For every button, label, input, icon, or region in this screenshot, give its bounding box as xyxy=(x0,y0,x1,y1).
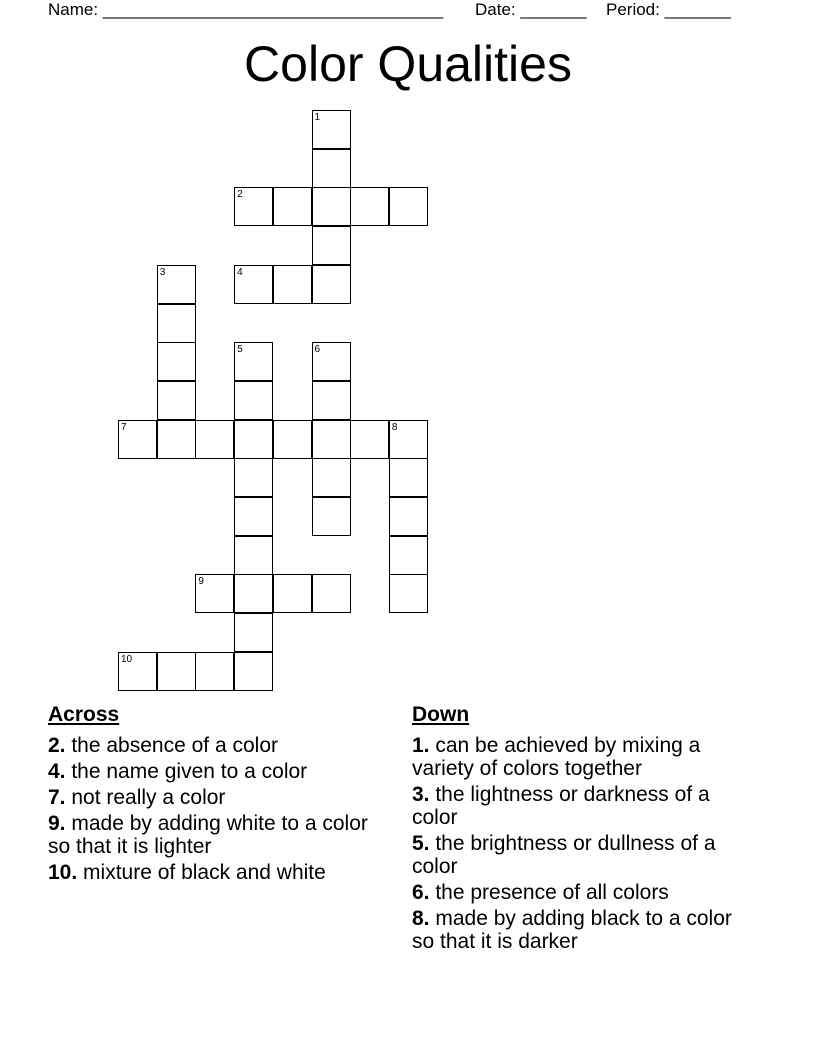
clue-item xyxy=(48,760,388,783)
crossword-cell[interactable] xyxy=(195,420,234,459)
clue-item-text: the brightness or dullness of a color xyxy=(412,832,716,878)
crossword-cell[interactable] xyxy=(234,574,273,613)
clue-item-number: 9. xyxy=(48,812,66,835)
period-field[interactable]: Period: _______ xyxy=(606,0,731,19)
date-field[interactable]: Date: _______ xyxy=(475,0,587,19)
down-heading: Down xyxy=(412,703,470,726)
clue-item xyxy=(412,907,752,953)
clue-number: 2 xyxy=(237,189,243,201)
crossword-cell[interactable] xyxy=(234,420,273,459)
crossword-cell[interactable] xyxy=(118,652,157,691)
clue-number: 6 xyxy=(314,344,321,356)
clue-number: 8 xyxy=(391,421,398,433)
crossword-cell[interactable] xyxy=(118,420,157,459)
crossword-cell[interactable] xyxy=(234,342,273,381)
crossword-cell[interactable] xyxy=(312,149,351,188)
crossword-cell[interactable] xyxy=(157,420,196,459)
clue-item xyxy=(412,783,752,829)
crossword-cell[interactable] xyxy=(234,613,273,652)
crossword-cell[interactable] xyxy=(312,265,351,304)
clue-number: 7 xyxy=(121,421,127,433)
across-heading: Across xyxy=(48,703,120,726)
clue-item xyxy=(412,881,752,904)
clue-item-text: mixture of black and white xyxy=(77,861,326,884)
crossword-cell[interactable] xyxy=(234,381,273,420)
crossword-cell[interactable] xyxy=(389,574,428,613)
down-clues xyxy=(412,702,752,956)
crossword-cell[interactable] xyxy=(273,265,312,304)
clue-item-number: 10. xyxy=(48,861,78,884)
name-field[interactable]: Name: ____________________________________ xyxy=(48,0,444,19)
crossword-cell[interactable] xyxy=(389,187,428,226)
crossword-cell[interactable] xyxy=(350,187,389,226)
clue-item xyxy=(412,832,752,878)
crossword-cell[interactable] xyxy=(389,458,428,497)
clue-item-text: made by adding white to a color so that it is lighter xyxy=(48,812,368,858)
clue-item-number: 6. xyxy=(412,881,430,904)
clue-item-number: 1. xyxy=(412,734,430,757)
clue-item-number: 8. xyxy=(412,907,430,930)
crossword-cell[interactable] xyxy=(157,304,196,343)
crossword-cell[interactable] xyxy=(312,381,351,420)
crossword-cell[interactable] xyxy=(389,420,428,459)
clue-item-number: 5. xyxy=(412,832,430,855)
crossword-cell[interactable] xyxy=(234,458,273,497)
crossword-cell[interactable] xyxy=(312,187,351,226)
clue-number: 10 xyxy=(121,653,133,665)
clue-item xyxy=(48,812,388,858)
clue-item xyxy=(48,786,388,809)
clue-number: 1 xyxy=(314,112,321,123)
crossword-cell[interactable] xyxy=(312,497,351,536)
clue-number: 5 xyxy=(237,344,243,356)
crossword-cell[interactable] xyxy=(234,187,273,226)
clue-item-text: the absence of a color xyxy=(65,734,278,757)
crossword-cell[interactable] xyxy=(157,342,196,381)
across-clues xyxy=(48,702,388,887)
down-clue-list xyxy=(412,734,752,953)
crossword-cell[interactable] xyxy=(273,574,312,613)
clue-item-number: 4. xyxy=(48,760,66,783)
crossword-cell[interactable] xyxy=(312,420,351,459)
crossword-cell[interactable] xyxy=(312,342,351,381)
crossword-cell[interactable] xyxy=(234,652,273,691)
clue-item-number: 3. xyxy=(412,783,430,806)
clue-item-text: not really a color xyxy=(65,786,226,809)
crossword-cell[interactable] xyxy=(312,458,351,497)
crossword-cell[interactable] xyxy=(273,420,312,459)
clue-item-text: can be achieved by mixing a variety of colors together xyxy=(412,734,701,780)
crossword-cell[interactable] xyxy=(389,497,428,536)
crossword-cell[interactable] xyxy=(234,497,273,536)
crossword-cell[interactable] xyxy=(234,536,273,575)
crossword-cell[interactable] xyxy=(157,652,196,691)
crossword-cell[interactable] xyxy=(157,381,196,420)
crossword-cell[interactable] xyxy=(195,652,234,691)
crossword-cell[interactable] xyxy=(234,265,273,304)
crossword-cell[interactable] xyxy=(312,110,351,149)
clue-item xyxy=(48,734,388,757)
crossword-cell[interactable] xyxy=(389,536,428,575)
crossword-cell[interactable] xyxy=(195,574,234,613)
page-title: Color Qualities xyxy=(244,36,572,92)
clue-item-text: the name given to a color xyxy=(65,760,308,783)
crossword-cell[interactable] xyxy=(350,420,389,459)
clue-number: 4 xyxy=(237,266,243,278)
across-clue-list xyxy=(48,734,388,884)
clue-item-text: the presence of all colors xyxy=(429,881,669,904)
clue-item-number: 7. xyxy=(48,786,66,809)
crossword-cell[interactable] xyxy=(157,265,196,304)
clue-item-text: made by adding black to a color so that it is darker xyxy=(412,907,732,953)
crossword-cell[interactable] xyxy=(312,226,351,265)
clue-item xyxy=(48,861,388,884)
clue-item-text: the lightness or darkness of a color xyxy=(412,783,710,829)
clue-item xyxy=(412,734,752,780)
clue-item-number: 2. xyxy=(48,734,66,757)
crossword-cell[interactable] xyxy=(273,187,312,226)
clue-number: 3 xyxy=(159,266,166,278)
clue-number: 9 xyxy=(198,576,204,588)
crossword-cell[interactable] xyxy=(312,574,351,613)
